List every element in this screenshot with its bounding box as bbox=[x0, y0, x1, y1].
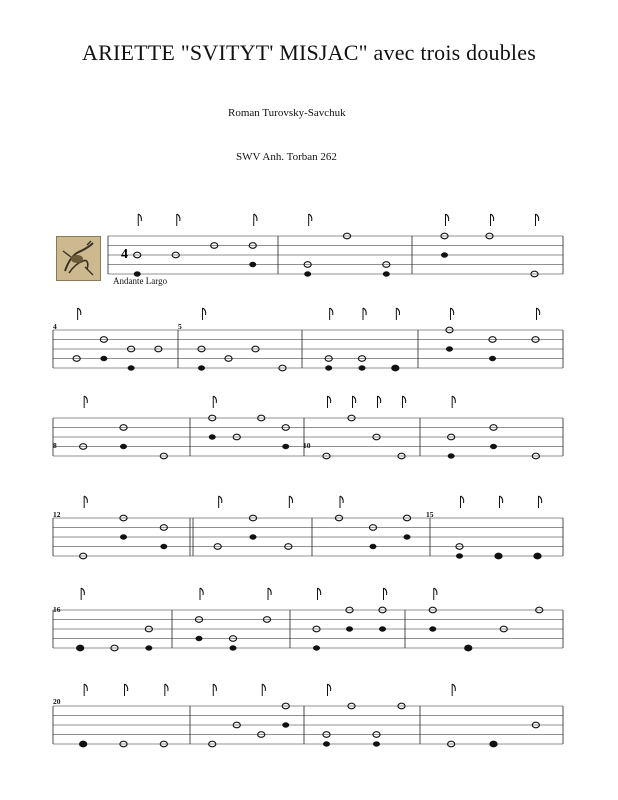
time-signature: 4 bbox=[121, 247, 128, 262]
measure-number: 8 bbox=[53, 441, 57, 450]
measure-number: 12 bbox=[53, 510, 61, 519]
tab-glyph bbox=[430, 627, 436, 632]
tab-glyph bbox=[448, 454, 454, 459]
tab-glyph bbox=[134, 272, 140, 277]
measure-number: 20 bbox=[53, 697, 61, 706]
tab-glyph bbox=[196, 636, 202, 641]
tab-glyph bbox=[346, 627, 352, 632]
tab-glyph bbox=[250, 535, 256, 540]
measure-number: 16 bbox=[53, 605, 61, 614]
tablature-system bbox=[108, 214, 563, 277]
composer-name: Roman Turovsky-Savchuk bbox=[228, 107, 346, 119]
tab-glyph bbox=[77, 646, 83, 651]
tab-glyph bbox=[313, 646, 319, 651]
tab-glyph bbox=[534, 554, 540, 559]
tab-glyph bbox=[304, 272, 310, 277]
tab-glyph bbox=[446, 347, 452, 352]
tablature-system bbox=[53, 308, 563, 371]
piece-title: ARIETTE "SVITYT' MISJAC" avec trois doubles bbox=[82, 40, 536, 65]
tab-glyph bbox=[456, 554, 462, 559]
catalog-number: SWV Anh. Torban 262 bbox=[236, 151, 337, 163]
tab-glyph bbox=[230, 646, 236, 651]
tab-glyph bbox=[209, 435, 215, 440]
tab-glyph bbox=[489, 356, 495, 361]
measure-number: 15 bbox=[426, 510, 434, 519]
tab-glyph bbox=[325, 366, 331, 371]
tab-glyph bbox=[495, 554, 501, 559]
tab-glyph bbox=[373, 742, 379, 747]
tab-glyph bbox=[283, 723, 289, 728]
tab-glyph bbox=[80, 742, 86, 747]
tab-glyph bbox=[323, 742, 329, 747]
tablature-system bbox=[53, 684, 563, 747]
tab-glyph bbox=[359, 366, 365, 371]
tab-glyph bbox=[490, 444, 496, 449]
measure-number: 5 bbox=[178, 322, 182, 331]
tab-glyph bbox=[283, 444, 289, 449]
tab-glyph bbox=[379, 627, 385, 632]
tab-glyph bbox=[465, 646, 471, 651]
tab-glyph bbox=[250, 262, 256, 267]
tab-glyph bbox=[198, 366, 204, 371]
tab-glyph bbox=[383, 272, 389, 277]
measure-number: 4 bbox=[53, 322, 57, 331]
tablature-system bbox=[53, 496, 563, 559]
tab-glyph bbox=[490, 742, 496, 747]
tab-glyph bbox=[120, 444, 126, 449]
tab-glyph bbox=[161, 544, 167, 549]
measure-number: 10 bbox=[303, 441, 311, 450]
tab-glyph bbox=[120, 535, 126, 540]
tempo-marking: Andante Largo bbox=[113, 276, 168, 286]
tab-glyph bbox=[404, 535, 410, 540]
tab-glyph bbox=[146, 646, 152, 651]
tablature-system bbox=[53, 588, 563, 651]
tablature-system bbox=[53, 396, 563, 459]
tab-glyph bbox=[128, 366, 134, 371]
tab-glyph bbox=[370, 544, 376, 549]
tab-glyph bbox=[392, 366, 398, 371]
tab-glyph bbox=[441, 253, 447, 258]
tab-glyph bbox=[101, 356, 107, 361]
